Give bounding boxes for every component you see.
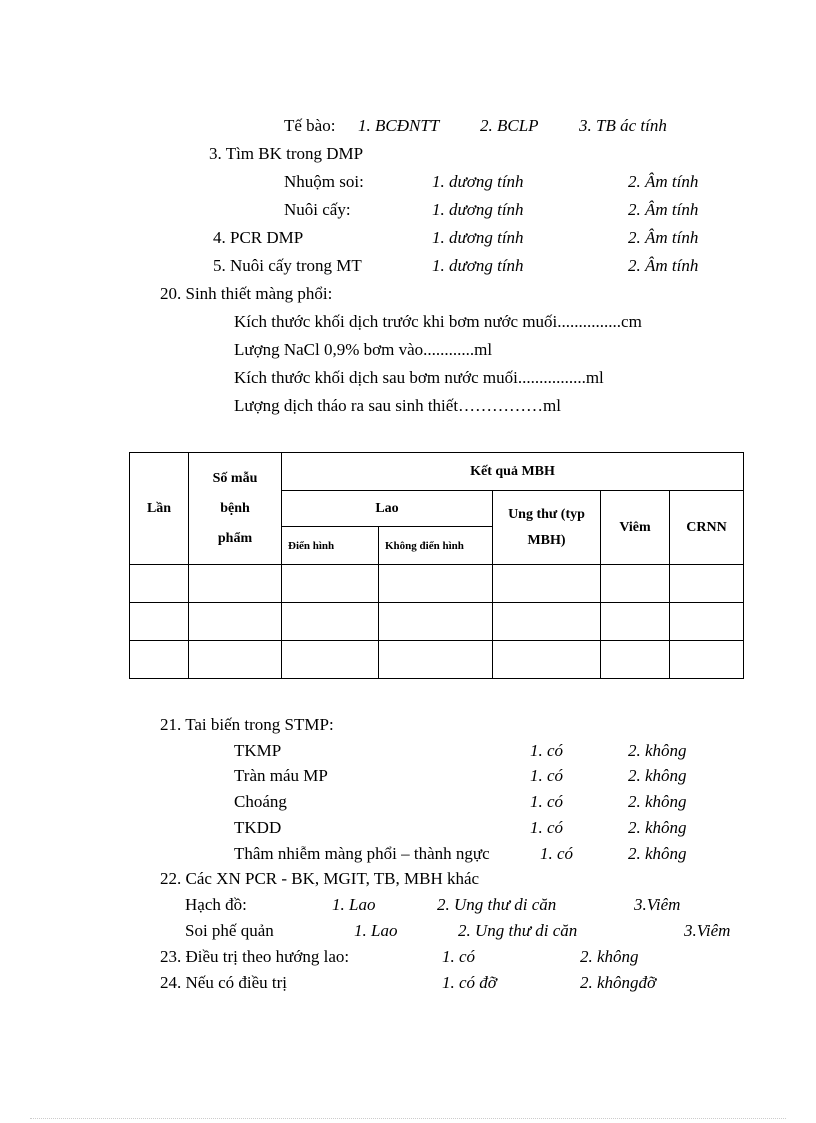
table-row [130,641,744,679]
q22-hach-do-viem: 3.Viêm [634,895,681,914]
nuoi-cay-label: Nuôi cấy: [284,200,351,219]
col-viem: Viêm [601,491,670,565]
nuoi-cay-positive: 1. dương tính [432,200,524,219]
q23-khong: 2. không [580,947,639,966]
q21-item-tkmp-khong: 2. không [628,741,687,760]
nhuom-soi-label: Nhuộm soi: [284,172,364,191]
nhuom-soi-positive: 1. dương tính [432,172,524,191]
q22-hach-do-lao: 1. Lao [332,895,376,914]
page-bottom-rule [30,1118,786,1119]
q21-item-tkdd: TKDD [234,818,282,837]
q20-title: 20. Sinh thiết màng phổi: [160,284,333,303]
q21-item-choang-co: 1. có [530,792,564,811]
q22-hach-do-ung-thu: 2. Ung thư di căn [437,895,557,914]
q20-line-3: Kích thước khối dịch sau bơm nước muối................ml [234,368,604,387]
col-ung-thu: Ung thư (typ MBH) [493,491,601,565]
q3-title: 3. Tìm BK trong DMP [209,144,364,163]
q21-item-tran-mau-co: 1. có [530,766,564,785]
q21-item-tran-mau: Tràn máu MP [234,766,328,785]
q21-item-tham-nhiem-co: 1. có [540,844,574,863]
q21-item-tkdd-khong: 2. không [628,818,687,837]
col-khong-dien-hinh: Không điển hình [379,527,493,565]
q24-co-do: 1. có đỡ [442,973,497,992]
q22-soi-pq-lao: 1. Lao [354,921,398,940]
mbh-results-table [129,452,744,679]
q24-title: 24. Nếu có điều trị [160,973,287,992]
col-dien-hinh: Điển hình [282,527,379,565]
q5-title: 5. Nuôi cấy trong MT [213,256,362,275]
q21-item-tham-nhiem-khong: 2. không [628,844,687,863]
q4-title: 4. PCR DMP [213,228,304,247]
te-bao-label: Tế bào: [284,116,336,135]
q23-title: 23. Điều trị theo hướng lao: [160,947,350,966]
table-row [130,565,744,603]
q21-item-tham-nhiem: Thâm nhiễm màng phổi – thành ngực [234,844,490,863]
te-bao-option-2: 2. BCLP [480,116,539,135]
q21-title: 21. Tai biến trong STMP: [160,715,334,734]
col-lao: Lao [282,491,493,527]
col-lan: Lần [130,453,189,565]
table-row [130,603,744,641]
q5-negative: 2. Âm tính [628,256,699,275]
nuoi-cay-negative: 2. Âm tính [628,200,699,219]
col-so-mau: Số mẫu bệnh phẩm [189,453,282,565]
q22-soi-pq-ung-thu: 2. Ung thư di căn [458,921,578,940]
q20-line-2: Lượng NaCl 0,9% bơm vào............ml [234,340,493,359]
q21-item-choang: Choáng [234,792,287,811]
q21-item-tkmp-co: 1. có [530,741,564,760]
nhuom-soi-negative: 2. Âm tính [628,172,699,191]
q21-item-tkmp: TKMP [234,741,282,760]
q22-soi-pq-viem: 3.Viêm [684,921,731,940]
te-bao-option-1: 1. BCĐNTT [358,116,440,135]
q4-negative: 2. Âm tính [628,228,699,247]
col-ket-qua: Kết quả MBH [282,453,744,491]
q22-title: 22. Các XN PCR - BK, MGIT, TB, MBH khác [160,869,480,888]
q4-positive: 1. dương tính [432,228,524,247]
q21-item-tran-mau-khong: 2. không [628,766,687,785]
q21-item-tkdd-co: 1. có [530,818,564,837]
q24-khong-do: 2. khôngđỡ [580,973,657,992]
q22-hach-do-label: Hạch đồ: [185,895,247,914]
q5-positive: 1. dương tính [432,256,524,275]
q22-soi-pq-label: Soi phế quản [185,921,274,940]
q20-line-4: Lượng dịch tháo ra sau sinh thiết……………ml [234,396,561,415]
col-crnn: CRNN [670,491,744,565]
te-bao-option-3: 3. TB ác tính [579,116,667,135]
q23-co: 1. có [442,947,476,966]
q20-line-1: Kích thước khối dịch trước khi bơm nước muối...............cm [234,312,642,331]
q21-item-choang-khong: 2. không [628,792,687,811]
